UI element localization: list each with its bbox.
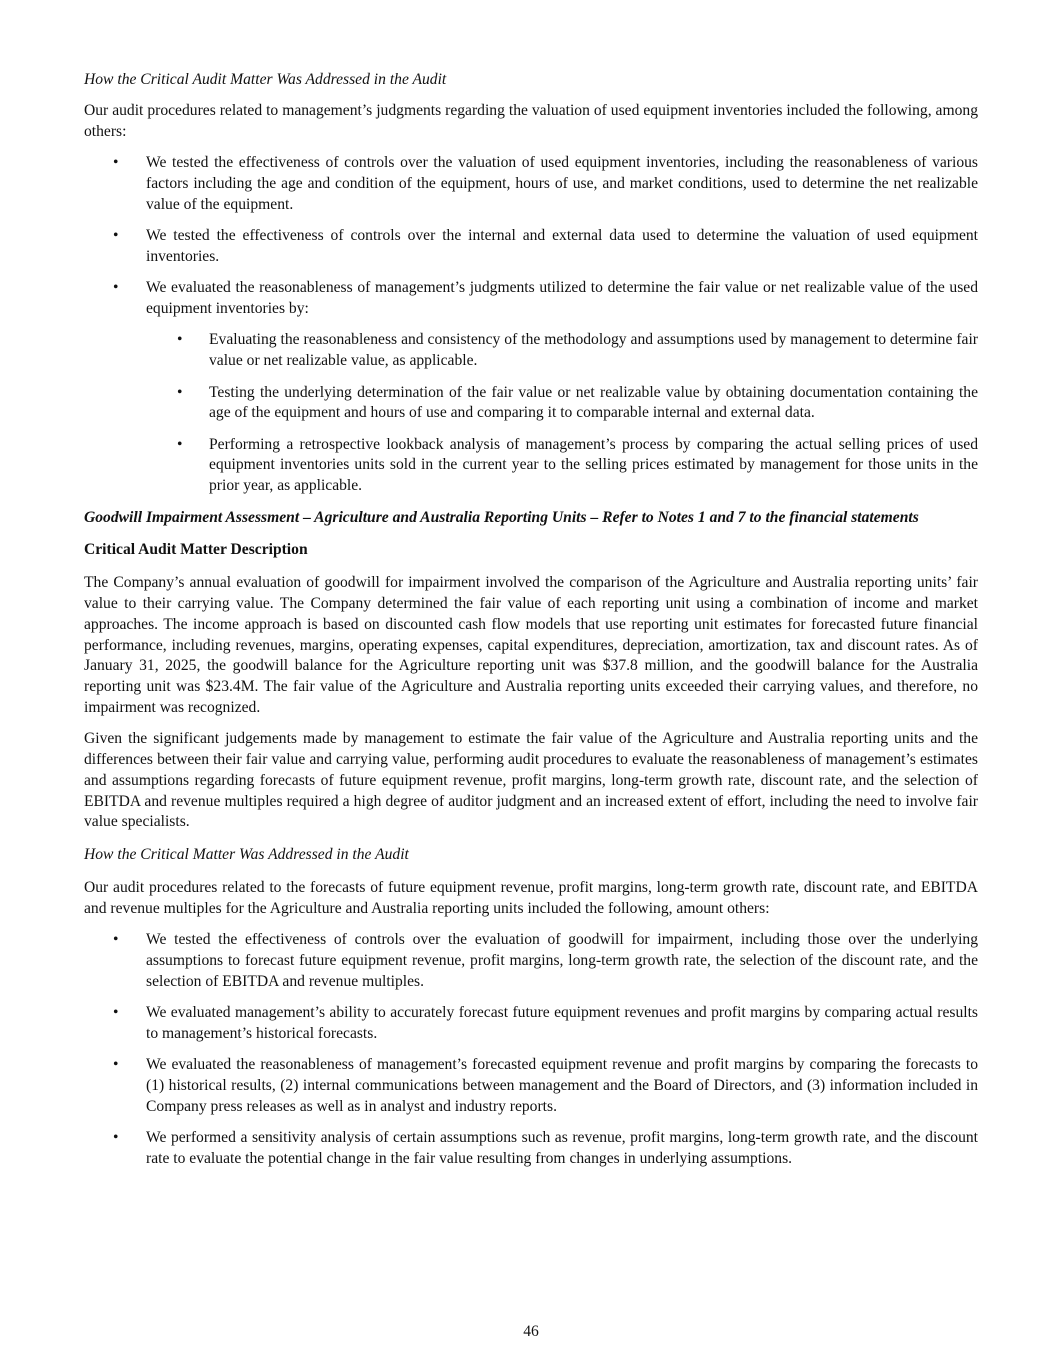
goodwill-procedures-intro: Our audit procedures related to the forecasts of future equipment revenue, profit margins, long-term growth rate, discount rate, and EBITDA and revenue multiples for the Agriculture and Australia reporting units included the following, amount others: [84, 879, 978, 917]
list-item-text: We evaluated management’s ability to accurately forecast future equipment revenues and profit margins by comparing actual results to management’s historical forecasts. [146, 1003, 978, 1042]
bullet-list-used-equipment [84, 153, 978, 497]
list-item [84, 226, 978, 268]
list-item [84, 1003, 978, 1045]
bullet-marker: • [113, 1056, 119, 1074]
bullet-marker: • [177, 435, 183, 453]
list-item-text: We tested the effectiveness of controls over the valuation of used equipment inventories, including the reasonableness of various factors including the age and condition of the equipment, hours of use, and market conditions, used to determine the net realizable value of the equipment. [146, 154, 978, 213]
sub-list-item-text: Evaluating the reasonableness and consistency of the methodology and assumptions used by management to determine fair value or net realizable value, as applicable. [209, 331, 978, 370]
page-number: 46 [523, 1323, 539, 1340]
sub-list-item [84, 435, 978, 497]
bullet-marker: • [113, 227, 119, 245]
list-item [84, 278, 978, 497]
bullet-marker: • [113, 279, 119, 297]
goodwill-paragraph-2: Given the significant judgements made by management to estimate the fair value of the Agriculture and Australia reporting units and the differences between their fair value and carrying value, performing audit procedures to evaluate the reasonableness of management’s estimates and assumptions regarding forecasts of future equipment revenue, profit margins, long-term growth rate, discount rate, and the selection of EBITDA and revenue multiples required a high degree of auditor judgment and an increased extent of effort, including the need to involve fair value specialists. [84, 730, 978, 831]
list-item-text: We evaluated the reasonableness of management’s forecasted equipment revenue and profit margins by comparing the forecasts to (1) historical results, (2) internal communications between management and the Board of Directors, and (3) information included in Company press releases as well as in analyst and industry reports. [146, 1056, 978, 1115]
bullet-marker: • [113, 931, 119, 949]
goodwill-section-title: Goodwill Impairment Assessment – Agriculture and Australia Reporting Units – Refer to Notes 1 and 7 to the financial statements [84, 508, 919, 526]
list-item-text: We tested the effectiveness of controls over the internal and external data used to determine the valuation of used equipment inventories. [146, 227, 978, 266]
list-item [84, 1128, 978, 1170]
sub-list-item-text: Testing the underlying determination of the fair value or net realizable value by obtaining documentation containing the age of the equipment and hours of use and comparing it to comparable internal and external data. [209, 383, 978, 422]
bullet-marker: • [177, 331, 183, 349]
critical-audit-matter-description-heading: Critical Audit Matter Description [84, 541, 308, 559]
list-item-text: We tested the effectiveness of controls over the evaluation of goodwill for impairment, including those over the underlying assumptions to forecast future equipment revenue, profit margins, long-term growth rate, the selection of the discount rate, and the selection of EBITDA and revenue multiples. [146, 931, 978, 990]
list-item-text: We performed a sensitivity analysis of certain assumptions such as revenue, profit margins, long-term growth rate, and the discount rate to evaluate the potential change in the fair value resulting from changes in underlying assumptions. [146, 1128, 978, 1167]
bullet-list-goodwill [84, 930, 978, 1169]
bullet-marker: • [113, 1003, 119, 1021]
bullet-marker: • [113, 1128, 119, 1146]
document-page [84, 70, 978, 1180]
sub-list-item [84, 330, 978, 372]
sub-list-item [84, 383, 978, 425]
bullet-marker: • [177, 383, 183, 401]
audit-procedures-intro: Our audit procedures related to management’s judgments regarding the valuation of used equipment inventories included the following, among others: [84, 102, 978, 141]
list-item-text: We evaluated the reasonableness of management’s judgments utilized to determine the fair value or net realizable value of the used equipment inventories by: [146, 279, 978, 318]
section-heading-critical-matter-addressed: How the Critical Matter Was Addressed in the Audit [84, 846, 409, 864]
list-item [84, 153, 978, 215]
sub-list-item-text: Performing a retrospective lookback analysis of management’s process by comparing the actual selling prices of used equipment inventories units sold in the current year to the selling prices estimated by management for those units in the prior year, as applicable. [209, 435, 978, 495]
sub-bullet-list [146, 330, 978, 497]
list-item [84, 930, 978, 992]
bullet-marker: • [113, 154, 119, 172]
list-item [84, 1055, 978, 1117]
goodwill-paragraph-1: The Company’s annual evaluation of goodwill for impairment involved the comparison of the Agriculture and Australia reporting units’ fair value to their carrying value. The Company determined the fair value of each reporting unit using a combination of income and market approaches. The income approach is based on discounted cash flow models that use reporting unit estimates for forecasted future financial performance, including revenues, margins, operating expenses, capital expenditures, depreciation, amortization, tax and discount rates. As of January 31, 2025, the goodwill balance for the Agriculture reporting unit was $37.8 million, and the goodwill balance for the Australia reporting unit was $23.4M. The fair value of the Agriculture and Australia reporting units exceeded their carrying values, and therefore, no impairment was recognized. [84, 574, 978, 716]
section-heading-audit-addressed: How the Critical Audit Matter Was Addressed in the Audit [84, 71, 447, 88]
